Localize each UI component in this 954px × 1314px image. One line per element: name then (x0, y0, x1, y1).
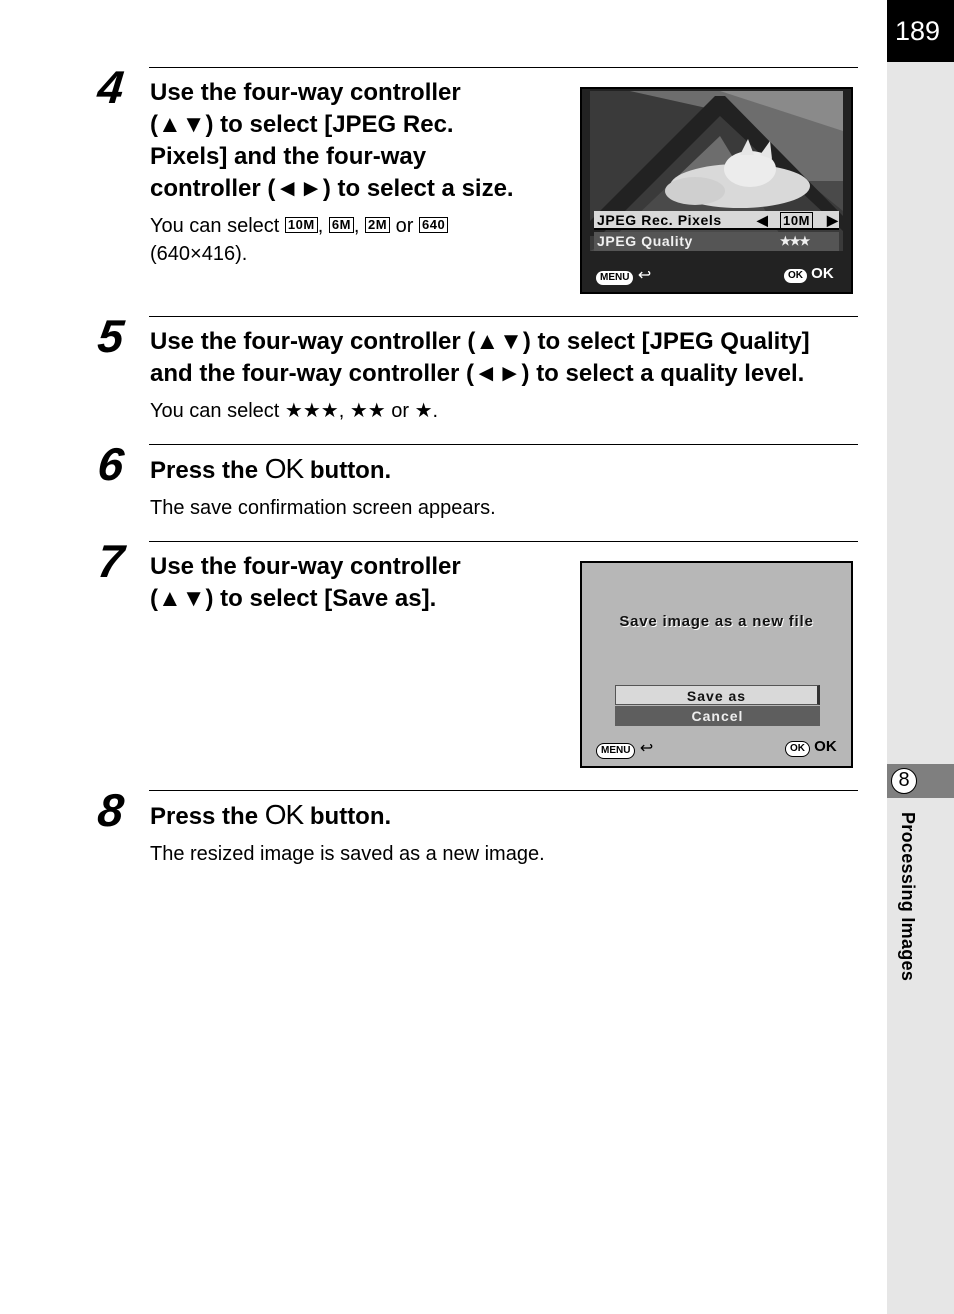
back-arrow-icon: ↩ (637, 267, 652, 284)
step-body: You can select 10M , 6M , 2M or 640 (640×416). (150, 212, 530, 268)
save-as-option[interactable]: Save as (615, 685, 820, 705)
step-number: 6 (95, 438, 127, 490)
step-number: 7 (95, 535, 127, 587)
chapter-number: 8 (891, 768, 917, 794)
quality-stars: ★★★ (780, 234, 810, 248)
step-divider (149, 67, 858, 68)
ok-button-icon: OK (785, 741, 810, 757)
step-divider (149, 316, 858, 317)
step-heading: Use the four-way controller (▲▼) to select [JPEG Rec. Pixels] and the four-way controller (◄►) to select a size. (150, 79, 514, 202)
back-arrow-icon: ↩ (639, 740, 654, 757)
step-divider (149, 541, 858, 542)
step-heading: Use the four-way controller (▲▼) to select [Save as]. (150, 553, 461, 612)
step-body: You can select ★★★, ★★ or ★. (150, 400, 439, 422)
page-number: 189 (887, 0, 954, 62)
menu-row-jpeg-quality[interactable]: JPEG Quality ★★★ (594, 232, 839, 251)
step-number: 5 (95, 310, 127, 362)
right-arrow-icon[interactable]: ▶ (827, 212, 839, 228)
ok-button-glyph: OK (264, 453, 304, 484)
step-number: 8 (95, 784, 127, 836)
size-6m-icon: 6M (329, 217, 354, 233)
left-arrow-icon[interactable]: ◀ (757, 212, 769, 228)
step-heading: Use the four-way controller (▲▼) to select [JPEG Quality] and the four-way controller (◄►) to select a quality level. (150, 328, 810, 387)
save-message: Save image as a new file (619, 613, 814, 630)
step-divider (149, 444, 858, 445)
menu-row-jpeg-rec-pixels[interactable]: JPEG Rec. Pixels ◀ 10M ▶ (594, 211, 839, 230)
step-body: The resized image is saved as a new image. (150, 843, 545, 865)
size-640-icon: 640 (419, 217, 448, 233)
size-10m-icon: 10M (285, 217, 318, 233)
step-body: The save confirmation screen appears. (150, 497, 496, 519)
ok-button-icon: OK (784, 269, 807, 283)
chapter-side-tab (887, 0, 954, 1314)
step-heading: Press the OK button. (150, 453, 392, 484)
camera-screen-resize (580, 87, 853, 294)
pixel-size-value: 10M (780, 212, 813, 229)
chapter-title: Processing Images (898, 812, 918, 982)
ok-control[interactable]: OK OK (784, 265, 834, 283)
ok-button-glyph: OK (264, 799, 304, 830)
camera-screen-save-confirm (580, 561, 853, 768)
step-heading: Press the OK button. (150, 799, 392, 830)
step-divider (149, 790, 858, 791)
menu-back-control[interactable] (596, 265, 651, 285)
step-number: 4 (95, 61, 127, 113)
ok-control[interactable]: OK OK (785, 738, 837, 757)
cancel-option[interactable]: Cancel (615, 706, 820, 726)
menu-button-icon: MENU (596, 271, 633, 285)
menu-button-icon: MENU (596, 743, 635, 759)
menu-back-control[interactable] (596, 738, 653, 759)
size-2m-icon: 2M (365, 217, 390, 233)
